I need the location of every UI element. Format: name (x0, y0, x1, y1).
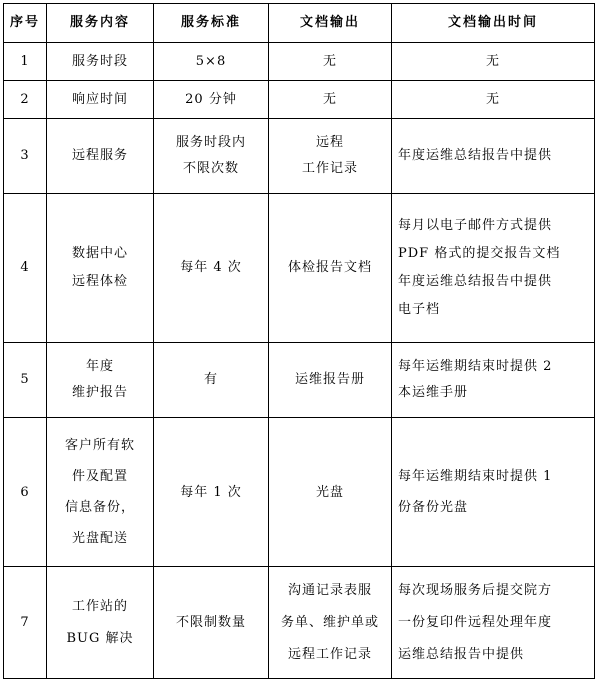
header-doc: 文档输出 (269, 4, 392, 43)
cell-standard-line: 每年 1 次 (180, 484, 242, 500)
cell-doc (269, 567, 392, 679)
service-table (3, 3, 595, 679)
header-content: 服务内容 (47, 4, 154, 43)
cell-standard-line: 20 分钟 (185, 91, 237, 107)
cell-time-line: PDF 格式的提交报告文档 (398, 246, 561, 261)
table-header-row (4, 4, 595, 43)
cell-content (47, 567, 154, 679)
cell-content-line: 年度 (85, 359, 114, 374)
cell-content-line: 响应时间 (71, 91, 128, 107)
cell-standard (154, 418, 269, 567)
table-row (4, 119, 595, 194)
cell-content (47, 343, 154, 418)
cell-content-line: BUG 解决 (66, 630, 134, 646)
cell-standard-line: 不限次数 (182, 161, 239, 176)
table-row (4, 343, 595, 418)
cell-time-line: 无 (485, 53, 500, 69)
cell-time (392, 418, 595, 567)
cell-doc-line: 远程工作记录 (287, 646, 372, 662)
cell-time (392, 567, 595, 679)
service-table-container (3, 3, 595, 679)
cell-time (392, 81, 595, 119)
cell-time (392, 194, 595, 343)
cell-standard-line: 每年 4 次 (180, 260, 242, 275)
cell-time-line: 一份复印件远程处理年度 (398, 614, 553, 630)
cell-doc (269, 418, 392, 567)
table-body (4, 43, 595, 679)
table-row (4, 43, 595, 81)
cell-doc (269, 43, 392, 81)
cell-doc-line: 光盘 (315, 484, 344, 500)
cell-doc (269, 81, 392, 119)
cell-content (47, 43, 154, 81)
cell-time-line: 每年运维期结束时提供 2 (398, 359, 553, 374)
cell-time-line: 无 (485, 91, 500, 107)
cell-content-line: 件及配置 (71, 469, 128, 484)
cell-standard (154, 343, 269, 418)
table-row (4, 194, 595, 343)
cell-time-line: 运维总结报告中提供 (398, 646, 525, 662)
cell-doc (269, 119, 392, 194)
cell-content-line: 维护报告 (71, 385, 128, 400)
cell-doc-line: 体检报告文档 (287, 260, 372, 275)
cell-content-line: 远程体检 (71, 274, 128, 289)
cell-time-line: 年度运维总结报告中提供 (398, 274, 553, 289)
cell-standard (154, 43, 269, 81)
cell-time-line: 本运维手册 (398, 385, 469, 400)
cell-standard-line: 服务时段内 (175, 135, 246, 150)
cell-content-line: 服务时段 (71, 53, 128, 69)
cell-time-line: 份备份光盘 (398, 500, 469, 515)
cell-doc (269, 343, 392, 418)
cell-content-line: 光盘配送 (71, 531, 128, 546)
cell-standard-line: 5×8 (195, 53, 227, 69)
table-row (4, 418, 595, 567)
table-row (4, 81, 595, 119)
cell-content (47, 119, 154, 194)
cell-standard-line: 有 (203, 372, 218, 387)
cell-standard (154, 81, 269, 119)
cell-time-line: 每次现场服务后提交院方 (398, 582, 553, 598)
cell-content-line: 信息备份， (64, 500, 135, 515)
cell-content (47, 194, 154, 343)
cell-time (392, 343, 595, 418)
cell-content-line: 数据中心 (71, 246, 128, 261)
cell-time (392, 119, 595, 194)
cell-num: 5 (4, 343, 47, 418)
header-time: 文档输出时间 (392, 4, 595, 43)
header-standard: 服务标准 (154, 4, 269, 43)
cell-doc-line: 工作记录 (301, 161, 358, 176)
cell-standard (154, 194, 269, 343)
cell-doc-line: 无 (322, 53, 337, 69)
cell-doc-line: 务单、维护单或 (280, 614, 379, 630)
cell-doc-line: 远程 (315, 135, 344, 150)
cell-num: 7 (4, 567, 47, 679)
cell-content (47, 81, 154, 119)
cell-num: 4 (4, 194, 47, 343)
cell-doc (269, 194, 392, 343)
cell-time (392, 43, 595, 81)
cell-standard-line: 不限制数量 (175, 614, 246, 630)
header-num: 序号 (4, 4, 47, 43)
cell-doc-line: 沟通记录表服 (287, 582, 372, 598)
cell-num: 6 (4, 418, 47, 567)
cell-standard (154, 119, 269, 194)
cell-standard (154, 567, 269, 679)
cell-doc-line: 无 (322, 91, 337, 107)
cell-content-line: 客户所有软 (64, 438, 135, 453)
cell-time-line: 年度运维总结报告中提供 (398, 148, 553, 163)
cell-content-line: 远程服务 (71, 148, 128, 163)
cell-content-line: 工作站的 (71, 598, 128, 614)
cell-num: 1 (4, 43, 47, 81)
cell-time-line: 每月以电子邮件方式提供 (398, 218, 553, 233)
cell-num: 2 (4, 81, 47, 119)
cell-time-line: 每年运维期结束时提供 1 (398, 469, 553, 484)
cell-content (47, 418, 154, 567)
cell-num: 3 (4, 119, 47, 194)
cell-time-line: 电子档 (398, 302, 441, 317)
table-row (4, 567, 595, 679)
cell-doc-line: 运维报告册 (294, 372, 365, 387)
